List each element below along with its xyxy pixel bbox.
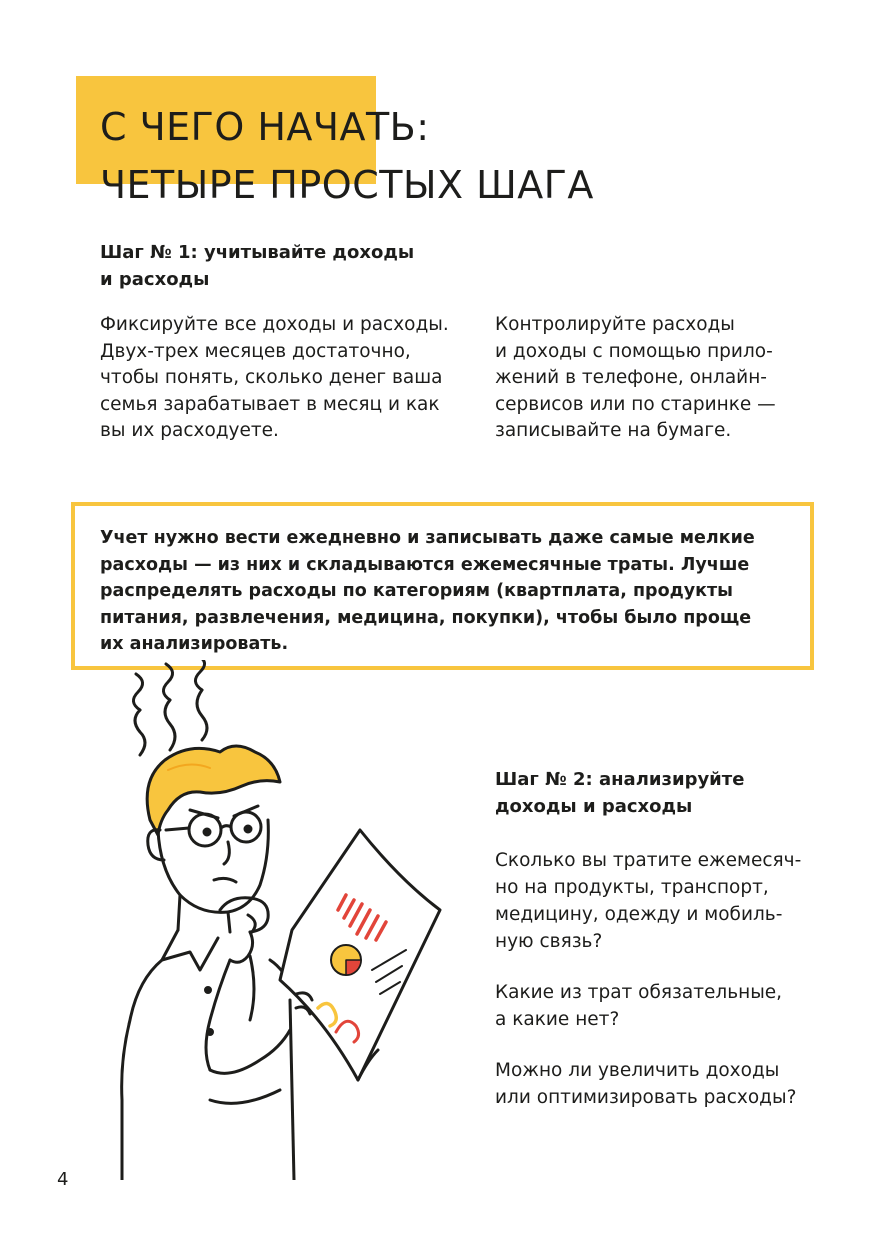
callout-text	[100, 525, 755, 658]
paragraph-line: сервисов или по старинке —	[495, 393, 776, 415]
page-title	[100, 98, 594, 214]
step2-heading-line-2: доходы и расходы	[495, 796, 693, 817]
paragraph-line: чтобы понять, сколько денег ваша	[100, 367, 443, 388]
step2-question-1	[495, 847, 801, 955]
page-title-line-1: С ЧЕГО НАЧАТЬ:	[100, 105, 430, 149]
question-line: или оптимизировать расходы?	[495, 1087, 797, 1108]
step1-heading-line-2: и расходы	[100, 269, 210, 290]
question-line: ную связь?	[495, 931, 603, 952]
step2-question-3	[495, 1057, 796, 1111]
question-line: Какие из трат обязательные,	[495, 982, 783, 1003]
paragraph-line: Фиксируйте все доходы и расходы.	[100, 314, 449, 335]
step2-heading-line-1: Шаг № 2: анализируйте	[495, 769, 745, 790]
thinking-man-reading-document-icon	[110, 660, 460, 1180]
question-line: но на продукты, транспорт,	[495, 877, 769, 898]
callout-line: расходы — из них и складываются ежемесячные траты. Лучше	[100, 554, 750, 575]
question-line: Сколько вы тратите ежемесяч-	[495, 850, 802, 871]
callout-line: Учет нужно вести ежедневно и записывать даже самые мелкие	[100, 528, 755, 548]
step2-heading	[495, 766, 744, 820]
paragraph-line: записывайте на бумаге.	[495, 420, 732, 441]
paragraph-line: жений в телефоне, онлайн-	[495, 367, 767, 388]
step1-left-paragraph	[100, 312, 449, 445]
step1-right-paragraph	[495, 312, 776, 445]
page-number: 4	[57, 1169, 69, 1190]
question-line: медицину, одежду и мобиль-	[495, 904, 783, 925]
paragraph-line: и доходы с помощью прило-	[495, 340, 773, 362]
paragraph-line: вы их расходуете.	[100, 420, 279, 441]
paragraph-line: Двух-трех месяцев достаточно,	[100, 340, 411, 362]
paragraph-line: Контролируйте расходы	[495, 314, 735, 335]
callout-line: питания, развлечения, медицина, покупки), чтобы было проще	[100, 607, 752, 628]
question-line: а какие нет?	[495, 1009, 620, 1030]
step1-heading-line-1: Шаг № 1: учитывайте доходы	[100, 242, 415, 263]
paragraph-line: семья зарабатывает в месяц и как	[100, 393, 440, 415]
page-title-line-2: ЧЕТЫРЕ ПРОСТЫХ ШАГА	[100, 163, 594, 207]
question-line: Можно ли увеличить доходы	[495, 1060, 780, 1081]
callout-line: распределять расходы по категориям (квартплата, продукты	[100, 581, 733, 601]
callout-line: их анализировать.	[100, 634, 289, 654]
step1-heading	[100, 239, 440, 293]
step2-question-2	[495, 979, 782, 1033]
